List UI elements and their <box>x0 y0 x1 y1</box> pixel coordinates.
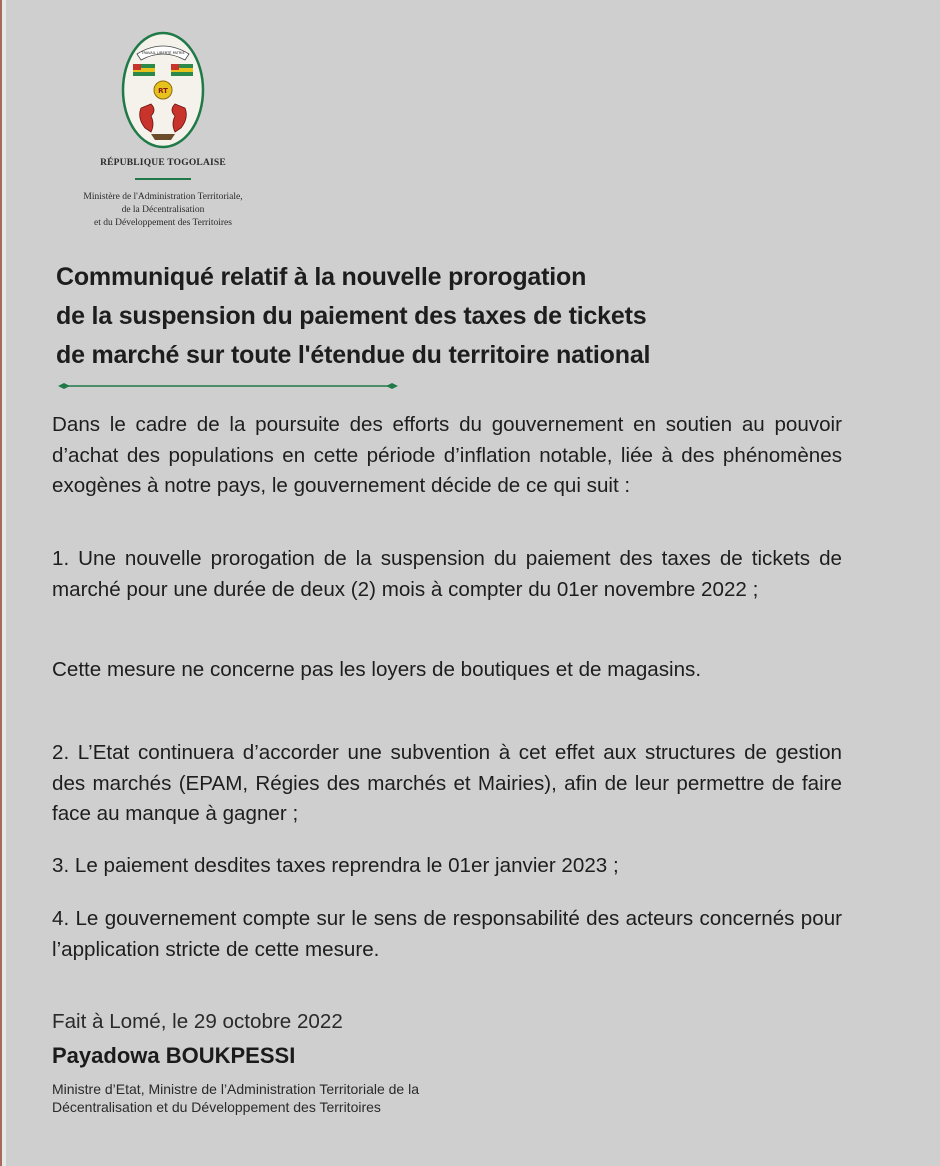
ministry-line: de la Décentralisation <box>121 205 205 215</box>
ministry-name <box>60 191 266 230</box>
title-line: de marché sur toute l'étendue du territoire national <box>56 341 651 369</box>
svg-text:RT: RT <box>158 87 168 95</box>
signatory-title-line: Ministre d’Etat, Ministre de l’Administration Territoriale de la <box>52 1081 419 1097</box>
title-line: Communiqué relatif à la nouvelle prorogation <box>56 263 587 291</box>
place-date: Fait à Lomé, le 29 octobre 2022 <box>52 1010 343 1033</box>
paragraph-item-4: 4. Le gouvernement compte sur le sens de responsabilité des acteurs concernés pour l’application stricte de cette mesure. <box>52 907 842 961</box>
communique-title <box>56 258 876 375</box>
republic-label: RÉPUBLIQUE TOGOLAISE <box>100 158 226 168</box>
ministry-line: et du Développement des Territoires <box>94 218 232 228</box>
title-divider <box>58 381 398 391</box>
paragraph-note: Cette mesure ne concerne pas les loyers de boutiques et de magasins. <box>52 658 702 681</box>
signatory-title <box>52 1080 419 1116</box>
paragraph-item-2: 2. L’Etat continuera d’accorder une subvention à cet effet aux structures de gestion des marchés (EPAM, Régies des marchés et Mairies), afin de leur permettre de faire face au manque à gagner ; <box>52 741 842 825</box>
signatory-title-line: Décentralisation et du Développement des Territoires <box>52 1099 381 1115</box>
svg-text:TRAVAIL LIBERTÉ PATRIE: TRAVAIL LIBERTÉ PATRIE <box>141 51 185 55</box>
title-line: de la suspension du paiement des taxes de tickets <box>56 302 647 330</box>
coat-of-arms-seal <box>121 30 205 150</box>
paragraph-intro: Dans le cadre de la poursuite des efforts du gouvernement en soutien au pouvoir d’achat des populations en cette période d’inflation notable, liée à des phénomènes exogènes à notre pays, le gouvernement décide de ce qui suit : <box>52 413 842 497</box>
paragraph-item-3: 3. Le paiement desdites taxes reprendra le 01er janvier 2023 ; <box>52 854 619 877</box>
signatory-name: Payadowa BOUKPESSI <box>52 1043 296 1068</box>
page-edge <box>0 0 6 1166</box>
paragraph-item-1: 1. Une nouvelle prorogation de la suspension du paiement des taxes de tickets de marché pour une durée de deux (2) mois à compter du 01er novembre 2022 ; <box>52 547 842 601</box>
header-rule <box>135 178 191 180</box>
ministry-line: Ministère de l'Administration Territoriale, <box>83 192 243 202</box>
